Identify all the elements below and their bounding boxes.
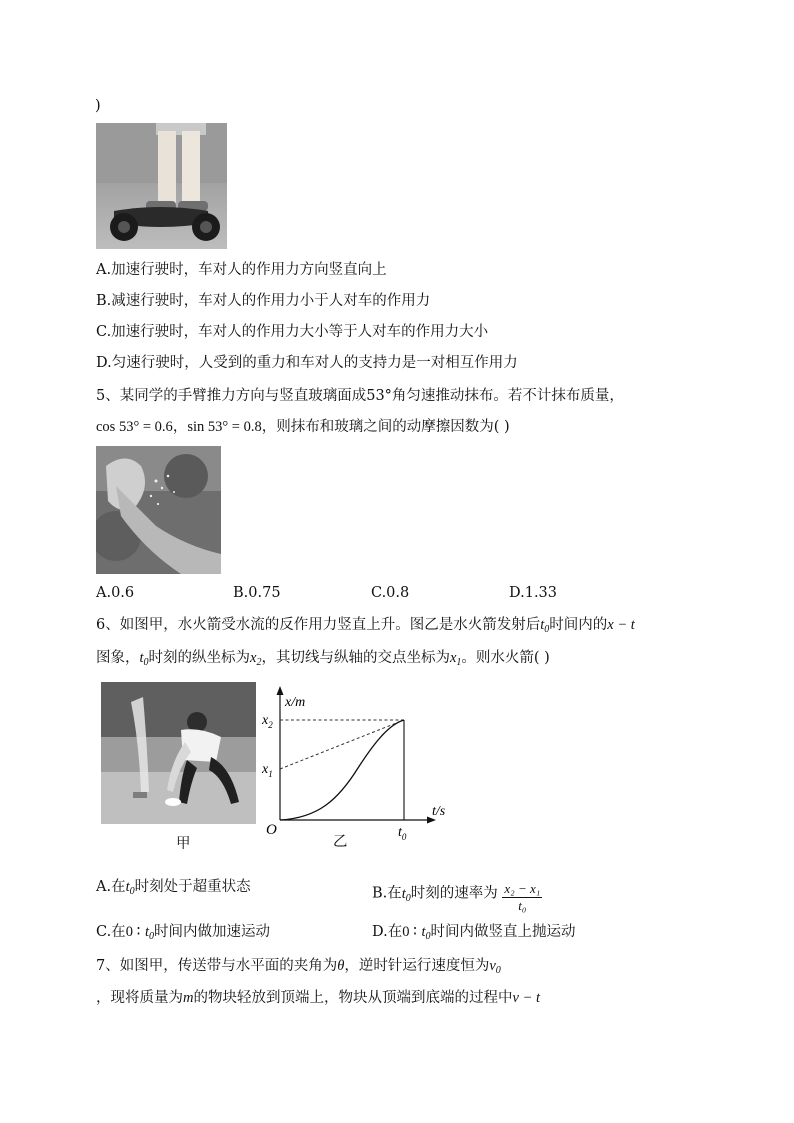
opt-d-post: 时间内做竖直上抛运动 bbox=[430, 924, 576, 940]
q6-stem-line2 bbox=[96, 648, 550, 673]
x2-tick-label: $x_2$ bbox=[262, 713, 273, 730]
opt-b-post: 时刻的速率为 bbox=[410, 885, 498, 902]
q5-option-a[interactable]: A.0.6 bbox=[96, 585, 135, 601]
opt-b-pre: B.在 bbox=[372, 885, 402, 902]
q7-text-b: ，逆时针运行速度恒为 bbox=[344, 958, 490, 974]
origin-label: O bbox=[266, 822, 277, 838]
opt-c-post: 时间内做加速运动 bbox=[153, 924, 270, 940]
q6-option-c[interactable] bbox=[96, 922, 270, 947]
xt-curve bbox=[280, 720, 404, 820]
q7-stem-line1 bbox=[96, 956, 501, 981]
t0-symbol: $t_0$ bbox=[421, 924, 431, 942]
continued-paren: ) bbox=[95, 98, 101, 114]
theta-symbol: θ bbox=[337, 958, 345, 974]
vt-symbol: v − t bbox=[512, 990, 540, 1006]
q7-text-c: ，现将质量为 bbox=[96, 990, 183, 1006]
xt-symbol: x − t bbox=[607, 617, 635, 633]
q6-stem-line1 bbox=[96, 615, 635, 640]
q4-option-c[interactable]: C.加速行驶时，车对人的作用力大小等于人对车的作用力大小 bbox=[96, 324, 489, 340]
t0-symbol: $t_0$ bbox=[540, 617, 550, 635]
t0-symbol: $t_0$ bbox=[139, 650, 149, 668]
m-symbol: m bbox=[183, 990, 194, 1006]
x-axis-label: t/s bbox=[432, 804, 446, 819]
q5-stem-line1: 5、某同学的手臂推力方向与竖直玻璃面成53°角匀速推动抹布。若不计抹布质量， bbox=[96, 388, 624, 404]
t0-symbol: $t_0$ bbox=[144, 924, 154, 942]
cos-value: cos 53° = 0.6 bbox=[96, 419, 173, 435]
q5-option-d[interactable]: D.1.33 bbox=[509, 585, 558, 601]
velocity-fraction: $\frac{\text{x₂ − x₁}}{\text{t₀}}$ bbox=[504, 881, 541, 913]
wiping-glass-photo bbox=[96, 446, 221, 574]
x1-tick-label: $x_1$ bbox=[262, 762, 273, 779]
q7-text-a: 7、如图甲，传送带与水平面的夹角为 bbox=[96, 958, 338, 974]
opt-a-pre: A.在 bbox=[96, 879, 126, 895]
q6-option-b[interactable] bbox=[372, 877, 542, 913]
v0-symbol: $v_0$ bbox=[489, 958, 501, 976]
separator: ， bbox=[172, 419, 188, 435]
q6-text-b: 时间内的 bbox=[549, 617, 608, 633]
opt-c-range: 0 ∶ bbox=[125, 924, 141, 940]
q5-option-c[interactable]: C.0.8 bbox=[371, 585, 410, 601]
hoverboard-photo bbox=[96, 123, 227, 249]
q5-option-b[interactable]: B.0.75 bbox=[233, 585, 281, 601]
t0-tick-label: $t_0$ bbox=[398, 825, 407, 842]
fig-jia-label: 甲 bbox=[176, 836, 191, 852]
x1-symbol: $x_1$ bbox=[449, 650, 462, 668]
q4-option-a[interactable]: A.加速行驶时，车对人的作用力方向竖直向上 bbox=[96, 262, 387, 278]
water-rocket-photo bbox=[101, 682, 256, 824]
q6-option-a[interactable] bbox=[96, 877, 251, 902]
q6-option-d[interactable] bbox=[372, 922, 576, 947]
q7-text-d: 的物块轻放到顶端上，物块从顶端到底端的过程中 bbox=[193, 990, 513, 1006]
opt-c-pre: C.在 bbox=[96, 924, 126, 940]
t0-symbol: $t_0$ bbox=[401, 885, 411, 904]
q6-text-f: 。则水火箭( ) bbox=[461, 650, 550, 666]
opt-d-range: 0 ∶ bbox=[402, 924, 417, 940]
y-axis-label: x/m bbox=[285, 695, 306, 710]
q4-option-b[interactable]: B.减速行驶时，车对人的作用力小于人对车的作用力 bbox=[96, 293, 431, 309]
x2-symbol: $x_2$ bbox=[250, 650, 262, 668]
q5-stem-rest: ，则抹布和玻璃之间的动摩擦因数为( ) bbox=[261, 419, 510, 435]
sin-value: sin 53° = 0.8 bbox=[187, 419, 262, 435]
y-axis-arrow bbox=[277, 686, 284, 695]
xt-graph bbox=[258, 682, 458, 842]
fig-yi-label: 乙 bbox=[333, 834, 348, 850]
q6-text-d: 时刻的纵坐标为 bbox=[148, 650, 251, 666]
opt-a-post: 时刻处于超重状态 bbox=[134, 879, 251, 895]
q6-text-a: 6、如图甲，水火箭受水流的反作用力竖直上升。图乙是水火箭发射后 bbox=[96, 617, 541, 633]
q7-stem-line2 bbox=[96, 988, 540, 1008]
q5-stem-line2 bbox=[96, 417, 510, 437]
q6-text-c: 图象， bbox=[96, 650, 140, 666]
tangent-dashed-line bbox=[280, 720, 404, 769]
t0-symbol: $t_0$ bbox=[125, 879, 135, 897]
opt-d-pre: D.在 bbox=[372, 924, 403, 940]
q6-text-e: ，其切线与纵轴的交点坐标为 bbox=[261, 650, 450, 666]
q4-option-d[interactable]: D.匀速行驶时，人受到的重力和车对人的支持力是一对相互作用力 bbox=[96, 355, 518, 371]
